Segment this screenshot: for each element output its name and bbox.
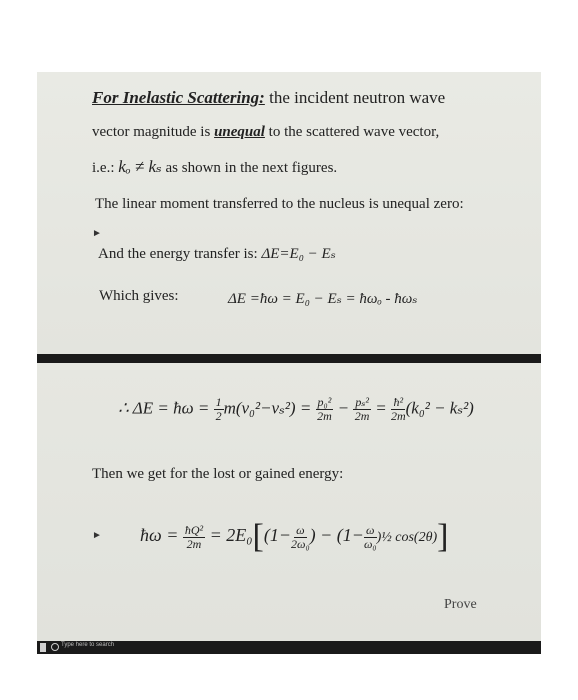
lost-gained-text: Then we get for the lost or gained energy: <box>92 466 344 482</box>
heading-line <box>92 88 445 108</box>
line2-text-b: to the scattered wave vector, <box>264 124 440 140</box>
eq2-fraction: $\frac{\text{ħQ²}}{2m}$ <box>184 522 204 551</box>
equation-1: ∴ ΔE = ħω = $\frac{1}{2}$ m(v₀²−vₛ²) = $\frac{\text{p₀²}}{2m}$ − $\frac{\text{pₛ²}}{2m}$ = $\frac{\text{ħ²}}{2m}$ (k₀² − kₛ²) <box>118 395 474 423</box>
eq2-omega-fraction-2: $\frac{\omega}{\text{ω₀}}$ <box>363 522 377 551</box>
eq1-half-fraction: $\frac{1}{2}$ <box>215 395 222 423</box>
eq1-tail: (k₀² − kₛ²) <box>405 398 474 418</box>
emphasis-unequal: unequal <box>214 124 265 140</box>
line5 <box>98 244 336 263</box>
eq2-bracket: (1− <box>263 525 291 546</box>
eq1-half-term: m(v₀²−vₛ²) = <box>223 398 316 418</box>
taskbar-search-input[interactable]: Type here to search <box>61 642 115 648</box>
eq1-hbar-fraction: $\frac{\text{ħ²}}{2m}$ <box>390 395 406 423</box>
windows-start-icon[interactable] <box>40 643 46 652</box>
prove-text: Prove <box>444 597 477 612</box>
eq2-end: )½ cos(2θ) <box>376 530 438 546</box>
line3-text-a: i.e.: <box>92 160 119 176</box>
line3-math: kₒ ≠ kₛ <box>118 157 162 176</box>
eq1-lead: ∴ ΔE = ħω = <box>118 398 214 418</box>
eq1-ps-fraction: $\frac{\text{pₛ²}}{2m}$ <box>354 395 370 423</box>
eq2-omega-fraction-1: $\frac{\omega}{\text{2ω₀}}$ <box>291 522 310 551</box>
heading-rest: the incident neutron wave <box>264 88 446 107</box>
line6-label: Which gives: <box>99 288 179 304</box>
bullet-arrow-icon-2: ► <box>92 530 102 541</box>
line2 <box>92 124 439 141</box>
line2-text-a: vector magnitude is <box>92 124 215 140</box>
eq2-mid: = 2E₀ <box>205 525 253 546</box>
line3 <box>92 157 337 177</box>
line5-math: ΔE=E₀ − Eₛ <box>261 246 336 262</box>
bullet-arrow-icon: ► <box>92 228 102 239</box>
taskbar-content <box>37 641 541 654</box>
line3-text-b: as shown in the next figures. <box>161 160 338 176</box>
search-icon[interactable] <box>51 643 59 651</box>
eq2-mid2: ) − (1− <box>309 525 364 546</box>
divider-strip <box>37 354 541 363</box>
eq1-p0-fraction: $\frac{\text{p₀²}}{2m}$ <box>317 395 332 423</box>
equation-2: ħω = $\frac{\text{ħQ²}}{2m}$ = 2E₀[(1− $\frac{\omega}{\text{2ω₀}}$ ) − (1− $\frac{\omega}{\text{ω₀}}$ )½ cos(2θ)] <box>140 518 449 555</box>
eq2-lead: ħω = <box>140 525 183 546</box>
heading: For Inelastic Scattering: <box>92 88 265 107</box>
line5-text: And the energy transfer is: <box>98 246 262 262</box>
line6-math: ΔE =ħω = E₀ − Eₛ = ħωₒ - ħωₛ <box>228 291 418 307</box>
line4: The linear moment transferred to the nucleus is unequal zero: <box>95 196 464 212</box>
top-slide-panel <box>37 72 541 355</box>
